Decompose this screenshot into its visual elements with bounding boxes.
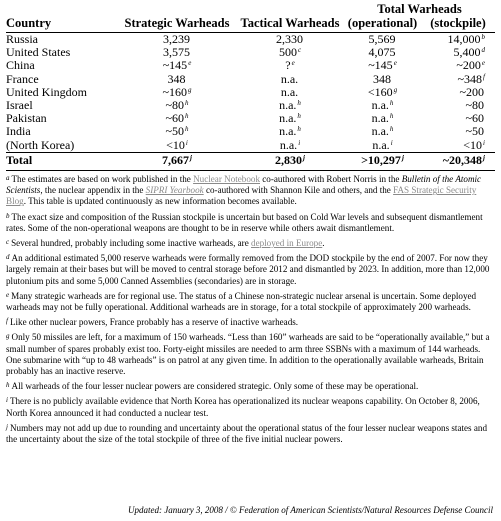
cell-tactical: ?$^e$ bbox=[285, 58, 295, 73]
footnote-c: $^c$ Several hundred, probably including some inactive warheads, are deployed in Europe. bbox=[6, 238, 325, 249]
footnote-mark: b bbox=[6, 211, 10, 220]
cell-stockpile: ~348$^f$ bbox=[457, 71, 485, 86]
footnote-ref[interactable]: d bbox=[481, 46, 485, 55]
cell-tactical: n.a. bbox=[280, 84, 299, 99]
cell-country: Israel bbox=[6, 98, 33, 113]
cell-strategic: ~60$^h$ bbox=[165, 111, 189, 126]
footnote-g: $^g$ Only 50 missiles are left, for a maximum of 150 warheads. “Less than 160” warheads are said to be “operationally available,” but a small number of spares probably exist too. Forty-eight missiles are needed to arm three SSBNs with a maximum of 144 warheads. One submarine with “up to 48 warheads” is on patrol at any given time. In addition to the operationally available warheads, Britain probably has an inactive reserve. bbox=[6, 332, 490, 377]
table-row bbox=[6, 46, 495, 59]
footnote-ref[interactable]: e bbox=[481, 59, 485, 68]
total-warheads-header: Total Warheads bbox=[377, 2, 462, 16]
cell-strategic: ~80$^h$ bbox=[165, 98, 189, 113]
table-row bbox=[6, 125, 495, 138]
footnote-mark: j bbox=[6, 422, 8, 431]
footnote-f: $^f$ Like other nuclear powers, France probably has a reserve of inactive warheads. bbox=[6, 317, 299, 328]
table-body bbox=[6, 33, 495, 168]
footnote-ref[interactable]: g bbox=[188, 85, 192, 94]
cell-strategic: ~50$^h$ bbox=[165, 124, 189, 139]
table-row bbox=[6, 86, 495, 99]
cell-strategic: 7,667$^j$ bbox=[118, 152, 236, 167]
footnote-ref[interactable]: f bbox=[483, 72, 485, 81]
footnote-b: $^b$ The exact size and composition of the Russian stockpile is uncertain but based on Cold War levels and subsequent dismantlement rates. Some of the non-operational weapons are thought to be in reserve while others await dismantlement. bbox=[6, 211, 483, 233]
cell-tactical: 2,830$^j$ bbox=[236, 152, 344, 167]
cell-tactical: n.a.$^h$ bbox=[279, 98, 301, 113]
cell-tactical: n.a.$^h$ bbox=[279, 124, 301, 139]
cell-stockpile: ~20,348$^j$ bbox=[421, 152, 495, 167]
footnote-ref[interactable]: j bbox=[190, 153, 192, 162]
cell-tactical: n.a.$^h$ bbox=[279, 111, 301, 126]
cell-stockpile: ~200 bbox=[459, 84, 484, 99]
cell-operational: 4,075 bbox=[368, 45, 396, 60]
footnote-ref[interactable]: c bbox=[297, 46, 302, 55]
strategic-header: Strategic Warheads bbox=[118, 16, 236, 33]
footnote-ref[interactable]: h bbox=[297, 99, 301, 108]
cell-stockpile: $<10^i$ bbox=[463, 137, 485, 152]
cell-stockpile: 5,400$^d$ bbox=[453, 45, 485, 60]
cell-tactical: 500$^c$ bbox=[278, 45, 302, 60]
cell-operational: n.a.$^h$ bbox=[371, 98, 394, 113]
footnote-ref[interactable]: h bbox=[389, 125, 394, 134]
stockpile-header: (stockpile) bbox=[421, 16, 495, 33]
footnote-h: $^h$ All warheads of the four lesser nuclear powers are considered strategic. Only some of these may be operational. bbox=[6, 381, 419, 392]
footnote-ref[interactable]: h bbox=[389, 99, 394, 108]
cell-country: United States bbox=[6, 45, 71, 60]
footnote-ref[interactable]: e bbox=[188, 59, 192, 68]
cell-strategic: 3,239 bbox=[163, 32, 190, 46]
cell-stockpile: 14,000$^b$ bbox=[447, 32, 485, 46]
cell-operational: n.a.$^h$ bbox=[371, 124, 394, 139]
footnote-mark: g bbox=[6, 332, 10, 341]
cell-country: France bbox=[6, 71, 39, 86]
footnote-ref[interactable]: b bbox=[481, 33, 485, 41]
cell-country: (North Korea) bbox=[6, 137, 75, 152]
tactical-header: Tactical Warheads bbox=[236, 16, 344, 33]
cell-tactical: n.a. bbox=[280, 71, 299, 86]
footnote-ref[interactable]: j bbox=[483, 153, 485, 162]
country-header: Country bbox=[6, 16, 118, 33]
footnote-mark: f bbox=[6, 317, 8, 326]
cell-country: Total bbox=[6, 152, 118, 167]
footnote-ref[interactable]: h bbox=[389, 112, 394, 121]
footnote-mark: c bbox=[6, 238, 10, 247]
footnote-ref[interactable]: h bbox=[185, 125, 189, 134]
cell-operational: n.a.$^i$ bbox=[372, 137, 393, 152]
cell-operational: 5,569 bbox=[368, 32, 396, 46]
footnote-a: $^a$ The estimates are based on work published in the Nuclear Notebook co-authored with Robert Norris in the Bulletin of the Atomic Scientists, the nuclear appendix in the SIPRI Yearbook co-authored with Shannon Kile and others, and the FAS Strategic Security Blog. This table is updated continuously as new information becomes available. bbox=[6, 174, 482, 207]
footnote-mark: e bbox=[6, 290, 10, 299]
update-footer: Updated: January 3, 2008 / © Federation of American Scientists/Natural Resources Defense Council bbox=[127, 505, 493, 515]
footnote-ref[interactable]: h bbox=[185, 99, 189, 108]
operational-header: (operational) bbox=[344, 16, 421, 33]
table-row bbox=[6, 112, 495, 125]
footnote-ref[interactable]: i bbox=[298, 138, 301, 147]
footnote-j: $^j$ Numbers may not add up due to rounding and uncertainty about the operational status of the four lesser nuclear weapons states and the uncertainty about the size of the total stockpile of three of the five initial nuclear powers. bbox=[6, 422, 487, 445]
cell-country: China bbox=[6, 58, 35, 73]
footnote-ref[interactable]: j bbox=[401, 153, 404, 162]
footnote-ref[interactable]: e bbox=[291, 59, 295, 68]
footnote-ref[interactable]: g bbox=[393, 85, 398, 94]
cell-strategic: ~160$^g$ bbox=[162, 84, 192, 99]
cell-country: Russia bbox=[6, 32, 39, 46]
fas-blog-link[interactable]: FAS Strategic Security Blog bbox=[6, 185, 477, 207]
bulletin-title: Bulletin of the Atomic Scientists bbox=[6, 174, 482, 196]
footnote-i: $^i$ There is no publicly available evidence that North Korea has operationalized its nuclear weapons capability. On October 8, 2006, North Korea announced it had conducted a nuclear test. bbox=[6, 396, 480, 418]
cell-operational: $<160^g$ bbox=[367, 84, 398, 99]
deployed-in-europe-link[interactable]: deployed in Europe bbox=[251, 238, 323, 249]
footnote-ref[interactable]: i bbox=[483, 138, 485, 147]
cell-operational: 348 bbox=[373, 71, 391, 86]
cell-tactical: n.a.$^i$ bbox=[279, 137, 301, 152]
nuclear-notebook-link[interactable]: Nuclear Notebook bbox=[193, 174, 260, 185]
footnote-mark: i bbox=[6, 396, 8, 405]
footnotes bbox=[6, 170, 495, 445]
cell-stockpile: ~60 bbox=[465, 111, 484, 126]
footnote-ref[interactable]: j bbox=[303, 153, 305, 162]
table-row bbox=[6, 59, 495, 72]
table-row bbox=[6, 33, 495, 47]
footnote-ref[interactable]: h bbox=[297, 125, 301, 134]
footnote-ref[interactable]: h bbox=[185, 112, 189, 121]
cell-tactical: 2,330 bbox=[276, 32, 303, 46]
warheads-table bbox=[6, 2, 495, 167]
footnote-mark: a bbox=[6, 174, 10, 183]
footnote-ref[interactable]: h bbox=[297, 112, 301, 121]
cell-stockpile: ~80 bbox=[465, 98, 484, 113]
cell-country: India bbox=[6, 124, 31, 139]
cell-strategic: ~145e bbox=[162, 58, 192, 73]
sipri-yearbook-link[interactable]: SIPRI Yearbook bbox=[145, 185, 204, 196]
footnote-d: $^d$ An additional estimated 5,000 reserve warheads were formally removed from the DOD stockpile by the end of 2007. For now they largely remain at their bases but will be moved to central storage before 2012 and dismantled by 2023. In addition, more than 12,000 plutonium pits and some 5,000 Canned Assemblies (secondaries) are in storage. bbox=[6, 253, 490, 286]
footnote-ref[interactable]: e bbox=[393, 59, 397, 68]
footnote-mark: d bbox=[6, 253, 10, 262]
footnote-mark: h bbox=[6, 381, 10, 390]
cell-operational: n.a.$^h$ bbox=[371, 111, 394, 126]
cell-country: Pakistan bbox=[6, 111, 47, 126]
footnote-ref[interactable]: i bbox=[390, 138, 393, 147]
table-row bbox=[6, 99, 495, 112]
cell-operational: $>10,297^j$ bbox=[344, 152, 421, 167]
cell-strategic: 348 bbox=[167, 71, 186, 86]
cell-stockpile: ~200e bbox=[456, 58, 485, 73]
footnote-ref[interactable]: i bbox=[185, 138, 188, 147]
cell-stockpile: ~50 bbox=[465, 124, 484, 139]
cell-strategic: 3,575 bbox=[163, 45, 190, 60]
footnote-e: $^e$ Many strategic warheads are for regional use. The status of a Chinese non-strategic nuclear arsenal is uncertain. Some deployed warheads may not be fully operational. Additional warheads are in storage, for a total stockpile of approximately 200 warheads. bbox=[6, 290, 477, 313]
cell-country: United Kingdom bbox=[6, 84, 87, 99]
cell-strategic: $<10^i$ bbox=[166, 137, 188, 152]
table-row bbox=[6, 139, 495, 153]
document-page bbox=[0, 2, 501, 521]
totals-row bbox=[6, 152, 495, 167]
cell-operational: ~145e bbox=[368, 58, 397, 73]
